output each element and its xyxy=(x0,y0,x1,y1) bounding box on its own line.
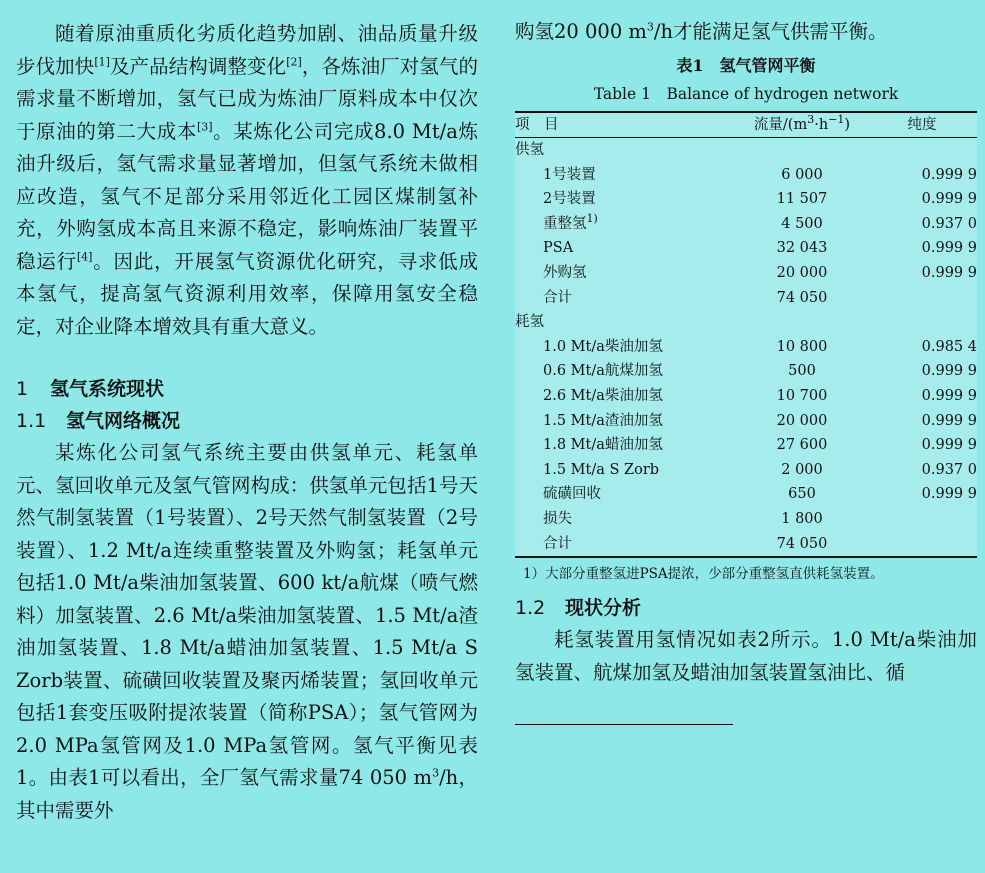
cell-purity xyxy=(867,532,977,558)
cell-item: 2号装置 xyxy=(543,191,596,208)
continued-paragraph: 购氢20 000 $m^3/h$才能满足氢气供需平衡。 xyxy=(515,20,888,43)
table-row xyxy=(515,359,977,384)
cell-flow: 1 800 xyxy=(781,511,823,527)
cell-item: 硫磺回收 xyxy=(543,486,601,503)
left-column xyxy=(16,0,478,827)
cell-item: 供氢 xyxy=(515,142,544,159)
status-analysis-paragraph: 耗氢装置用氢情况如表2所示。1.0 Mt/a柴油加氢装置、航煤加氢及蜡油加氢装置氢油比、循 xyxy=(515,628,977,684)
cell-purity: 0.999 9 xyxy=(921,240,977,257)
section-1-2-heading: 1.2 现状分析 xyxy=(515,597,642,620)
intro-paragraph: 随着原油重质化劣质化趋势加剧、油品质量升级步伐加快[1]及产品结构调整变化[2]，各炼油厂对氢气的需求量不断增加，氢气已成为炼油厂原料成本中仅次于原油的第二大成本[3]。某炼化公司完成8.0 Mt/a炼油升级后，氢气需求量显著增加，但氢气系统未做相应改造，氢气不足部分采用邻近化工园区煤制氢补充，外购氢成本高且来源不稳定，影响炼油厂装置平稳运行[4]。因此，开展氢气资源优化研究，寻求低成本氢气，提高氢气资源利用效率，保障用氢安全稳定，对企业降本增效具有重大意义。 xyxy=(16,22,478,338)
cell-flow: 20 000 xyxy=(776,265,828,282)
cell-purity: 0.999 9 xyxy=(921,363,977,380)
cell-flow: 10 800 xyxy=(776,338,828,355)
cell-purity xyxy=(867,507,977,532)
cell-purity xyxy=(867,310,977,335)
table-row xyxy=(515,138,977,163)
cell-purity xyxy=(867,286,977,311)
cell-flow: 74 050 xyxy=(776,289,828,306)
cell-purity xyxy=(867,138,977,163)
table-row xyxy=(515,310,977,335)
ref-4[interactable]: [4] xyxy=(76,250,93,263)
table-row xyxy=(515,507,977,532)
table-row xyxy=(515,482,977,507)
cell-item: 1.0 Mt/a柴油加氢 xyxy=(543,338,663,355)
section-1-heading: 1 氢气系统现状 xyxy=(16,378,165,400)
col-header-flow: 流量$/(m^3\cdot h^{-1})$ xyxy=(753,112,851,133)
cell-flow: 32 043 xyxy=(776,240,828,257)
table-row xyxy=(515,261,977,286)
table-row xyxy=(515,163,977,188)
cell-item: 1.5 Mt/a S Zorb xyxy=(543,461,660,478)
cell-flow: 11 507 xyxy=(776,191,828,208)
cell-flow: 6 000 xyxy=(781,166,823,183)
table-caption-en: Table 1 Balance of hydrogen network xyxy=(593,84,899,103)
cell-item: 重整氢$^{1)}$ xyxy=(543,212,598,232)
cell-item: 1号装置 xyxy=(543,166,596,183)
cell-item: 合计 xyxy=(543,535,572,552)
table-note-marker: 1) xyxy=(586,212,598,226)
hydrogen-network-paragraph: 某炼化公司氢气系统主要由供氢单元、耗氢单元、氢回收单元及氢气管网构成：供氢单元包括1号天然气制氢装置（1号装置）、2号天然气制氢装置（2号装置）、1.2 Mt/a连续重整装置及外购氢；耗氢单元包括1.0 Mt/a柴油加氢装置、600 kt/a航煤（喷气燃料）加氢装置、2.6 Mt/a柴油加氢装置、1.5 Mt/a渣油加氢装置、1.8 Mt/a蜡油加氢装置、1.5 Mt/a S Zorb装置、硫磺回收装置及聚丙烯装置；氢回收单元包括1套变压吸附提浓装置（简称PSA）；氢气管网为2.0 MPa氢管网及1.0 MPa氢管网。氢气平衡见表1。由表1可以看出，全厂氢气需求量74 050 $m^3/h$，其中需要外 xyxy=(16,441,478,822)
cell-item: 2.6 Mt/a柴油加氢 xyxy=(543,388,663,405)
cell-flow: 74 050 xyxy=(776,535,828,552)
cell-item: 1.8 Mt/a蜡油加氢 xyxy=(543,437,663,454)
cell-item: 耗氢 xyxy=(515,314,544,331)
table-row xyxy=(515,532,977,558)
cell-flow: 10 700 xyxy=(776,388,828,405)
table-row xyxy=(515,433,977,458)
cell-purity: 0.999 9 xyxy=(921,486,977,503)
cell-purity: 0.999 9 xyxy=(921,437,977,454)
cell-flow xyxy=(737,138,867,163)
col-header-item: 项 目 xyxy=(515,116,559,133)
cell-item: 合计 xyxy=(543,289,572,306)
table-footnote: 1）大部分重整氢进PSA提浓，少部分重整氢直供耗氢装置。 xyxy=(523,566,884,583)
section-1-1-heading: 1.1 氢气网络概况 xyxy=(16,410,181,432)
cell-flow: 500 xyxy=(788,363,816,380)
cell-item: 1.5 Mt/a渣油加氢 xyxy=(543,412,663,429)
cell-flow xyxy=(737,310,867,335)
cell-purity: 0.999 9 xyxy=(921,265,977,282)
table-row xyxy=(515,212,977,237)
table-header-row xyxy=(515,112,977,138)
cell-item: PSA xyxy=(543,240,574,257)
footnote-rule xyxy=(515,724,733,725)
cell-flow: 20 000 xyxy=(776,412,828,429)
cell-flow: 4 500 xyxy=(781,215,823,232)
cell-flow: 27 600 xyxy=(776,437,828,454)
table-row xyxy=(515,409,977,434)
cell-purity: 0.999 9 xyxy=(921,191,977,208)
table-row xyxy=(515,458,977,483)
cell-item: 损失 xyxy=(543,511,572,527)
table-caption-cn: 表1 氢气管网平衡 xyxy=(676,55,816,75)
table-row xyxy=(515,187,977,212)
cell-item: 外购氢 xyxy=(543,265,587,282)
table-row xyxy=(515,335,977,360)
cell-purity: 0.937 0 xyxy=(921,215,977,232)
table-row xyxy=(515,286,977,311)
col-header-purity: 纯度 xyxy=(907,116,937,133)
table-row xyxy=(515,236,977,261)
ref-1[interactable]: [1] xyxy=(94,55,110,68)
cell-purity: 0.999 9 xyxy=(921,388,977,405)
cell-purity: 0.937 0 xyxy=(921,461,977,478)
table-row xyxy=(515,384,977,409)
cell-flow: 650 xyxy=(788,486,816,503)
cell-purity: 0.999 9 xyxy=(921,166,977,183)
ref-2[interactable]: [2] xyxy=(286,55,302,68)
cell-flow: 2 000 xyxy=(781,461,823,478)
cell-purity: 0.985 4 xyxy=(921,338,977,355)
cell-purity: 0.999 9 xyxy=(921,412,977,429)
hydrogen-balance-table xyxy=(515,111,977,559)
cell-item: 0.6 Mt/a航煤加氢 xyxy=(543,363,663,380)
ref-3[interactable]: [3] xyxy=(196,120,213,133)
right-column xyxy=(515,0,977,689)
